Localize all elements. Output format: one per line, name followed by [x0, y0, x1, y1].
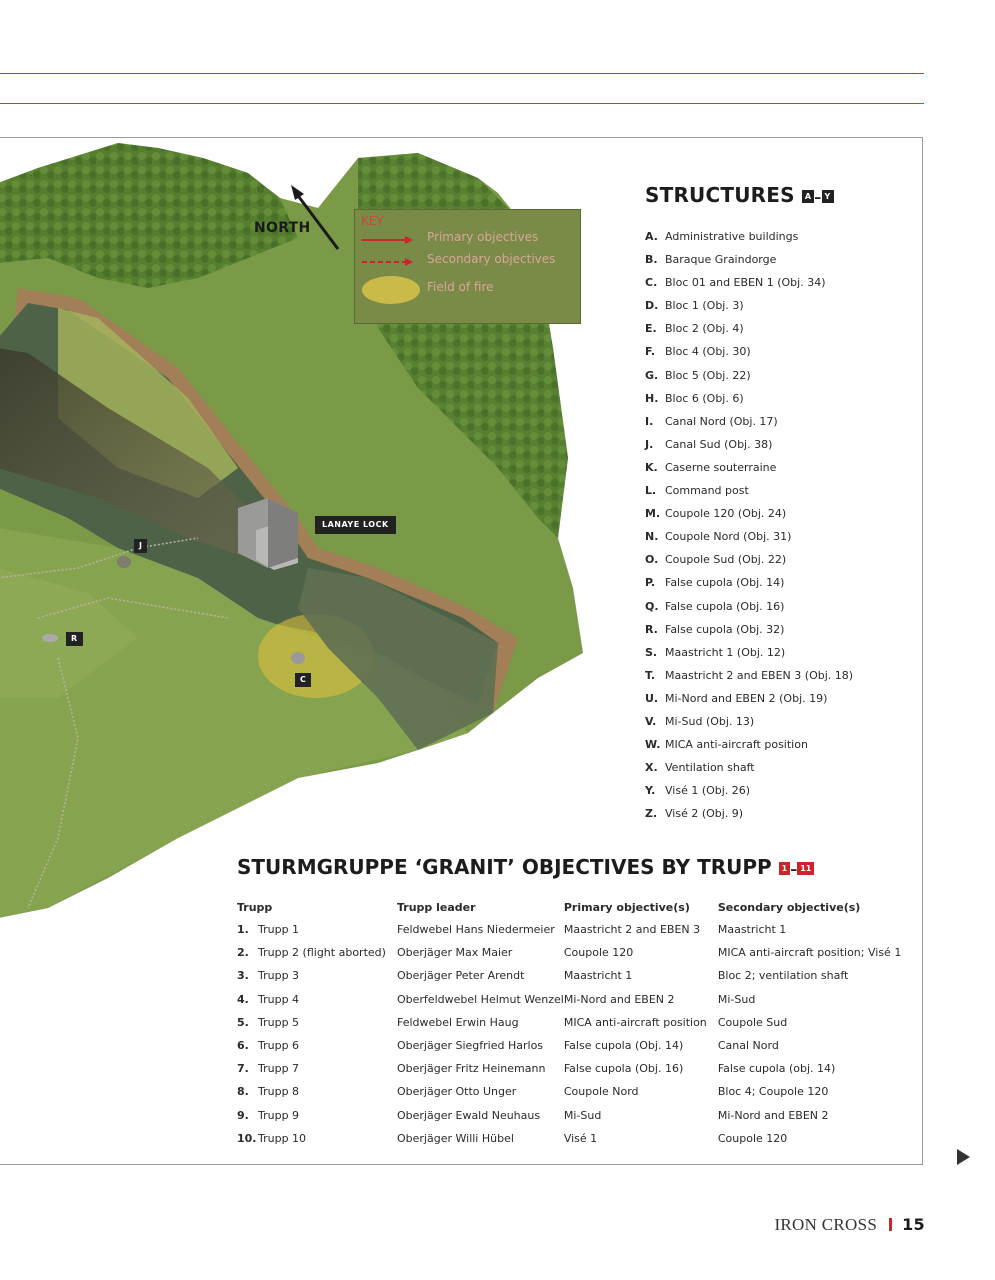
trupp-cell — [237, 1085, 397, 1108]
trupp-name: Trupp 4 — [258, 992, 300, 1006]
trupp-cell — [237, 1109, 397, 1132]
next-page-arrow-icon[interactable] — [957, 1149, 970, 1165]
leader-cell: Oberjäger Ewald Neuhaus — [397, 1108, 541, 1122]
table-row — [237, 993, 901, 1016]
structure-name: Administrative buildings — [665, 230, 799, 243]
header-rule-bottom — [0, 103, 924, 104]
list-item — [645, 669, 853, 692]
trupp-range-start-badge: 1 — [779, 862, 791, 875]
table-row — [237, 1132, 901, 1155]
structure-letter: B. — [645, 253, 658, 267]
structure-name: False cupola (Obj. 32) — [665, 622, 785, 636]
trupp-number: 7. — [237, 1062, 249, 1076]
trupp-cell — [237, 1016, 397, 1039]
trupp-range-separator: – — [790, 862, 798, 878]
list-item — [645, 807, 853, 830]
trupp-name: Trupp 5 — [258, 1015, 300, 1029]
trupp-name: Trupp 3 — [258, 969, 300, 983]
trupp-cell — [237, 993, 397, 1016]
structure-letter: W. — [645, 738, 661, 752]
table-row — [237, 1085, 901, 1108]
field-of-fire-icon — [361, 276, 421, 308]
list-item — [645, 345, 853, 368]
page-footer — [774, 1215, 925, 1235]
structure-letter: C. — [645, 276, 658, 290]
structure-name: Visé 1 (Obj. 26) — [665, 784, 751, 798]
secondary-cell: Bloc 2; ventilation shaft — [717, 969, 849, 983]
header-leader: Trupp leader — [397, 901, 476, 914]
trupp-name: Trupp 7 — [258, 1062, 300, 1076]
trupp-number: 4. — [237, 992, 249, 1006]
table-row — [237, 1109, 901, 1132]
primary-cell: False cupola (Obj. 14) — [563, 1038, 684, 1052]
trupp-name: Trupp 8 — [258, 1085, 300, 1099]
structure-name: Canal Nord (Obj. 17) — [665, 414, 778, 428]
list-item — [645, 276, 853, 299]
structure-letter: G. — [645, 368, 659, 382]
page-number: 15 — [902, 1215, 925, 1234]
trupp-number: 1. — [237, 923, 249, 936]
leader-cell: Oberjäger Fritz Heinemann — [397, 1062, 546, 1076]
list-item — [645, 299, 853, 322]
header-secondary: Secondary objective(s) — [717, 901, 861, 914]
structures-list — [645, 230, 853, 830]
structure-name: Maastricht 1 (Obj. 12) — [665, 645, 786, 659]
list-item — [645, 322, 853, 345]
range-end-badge: Y — [822, 190, 834, 203]
structure-name: Caserne souterraine — [665, 460, 777, 474]
primary-cell: Mi-Sud — [563, 1108, 602, 1122]
map-marker-r: R — [66, 632, 83, 646]
structure-name: False cupola (Obj. 14) — [665, 576, 785, 590]
key-title: KEY — [361, 214, 384, 228]
structure-letter: Z. — [645, 807, 658, 821]
map-marker-c: C — [295, 673, 311, 687]
trupp-number: 3. — [237, 969, 249, 983]
structure-letter: U. — [645, 691, 659, 705]
structure-letter: R. — [645, 622, 658, 636]
trupp-number: 2. — [237, 946, 249, 960]
structure-letter: A. — [645, 230, 658, 243]
trupp-range-end-badge: 11 — [797, 862, 814, 875]
structure-name: Ventilation shaft — [665, 761, 755, 775]
list-item — [645, 576, 853, 599]
leader-cell: Feldwebel Erwin Haug — [397, 1015, 519, 1029]
primary-cell: Mi-Nord and EBEN 2 — [563, 992, 675, 1006]
structure-letter: Y. — [645, 784, 656, 798]
list-item — [645, 692, 853, 715]
leader-cell: Oberjäger Siegfried Harlos — [397, 1038, 544, 1052]
primary-cell: Maastricht 2 and EBEN 3 — [563, 923, 701, 936]
secondary-cell: Mi-Sud — [717, 992, 756, 1006]
list-item — [645, 392, 853, 415]
range-start-badge: A — [802, 190, 814, 203]
list-item — [645, 438, 853, 461]
structure-name: False cupola (Obj. 16) — [665, 599, 785, 613]
leader-cell: Oberjäger Peter Arendt — [397, 969, 525, 983]
structures-heading — [645, 183, 834, 207]
structure-name: Coupole 120 (Obj. 24) — [665, 507, 787, 521]
north-label: NORTH — [254, 220, 311, 236]
structure-letter: L. — [645, 484, 657, 498]
structure-letter: O. — [645, 553, 659, 567]
structure-name: Maastricht 2 and EBEN 3 (Obj. 18) — [665, 668, 854, 682]
secondary-cell: MICA anti-aircraft position; Visé 1 — [717, 946, 902, 960]
header-trupp: Trupp — [237, 901, 273, 914]
range-separator: – — [814, 190, 822, 206]
leader-cell: Oberjäger Otto Unger — [397, 1085, 517, 1099]
secondary-cell: Mi-Nord and EBEN 2 — [717, 1108, 829, 1122]
structure-name: Bloc 6 (Obj. 6) — [665, 391, 744, 405]
header-primary: Primary objective(s) — [563, 901, 690, 914]
structure-letter: V. — [645, 714, 657, 728]
trupp-cell — [237, 946, 397, 969]
objectives-table — [237, 901, 901, 1155]
structure-letter: F. — [645, 345, 656, 359]
structure-name: Bloc 4 (Obj. 30) — [665, 345, 751, 359]
list-item — [645, 530, 853, 553]
secondary-cell: Coupole 120 — [717, 1131, 788, 1145]
structure-name: Bloc 5 (Obj. 22) — [665, 368, 751, 382]
objectives-heading — [237, 855, 814, 879]
map-key: KEY Primary objectives Secondary objectives Field of fire — [354, 209, 581, 324]
secondary-cell: Coupole Sud — [717, 1015, 788, 1029]
list-item — [645, 761, 853, 784]
primary-cell: Maastricht 1 — [563, 969, 633, 983]
list-item — [645, 553, 853, 576]
trupp-name: Trupp 10 — [258, 1131, 307, 1145]
trupp-cell — [237, 1132, 397, 1155]
list-item — [645, 738, 853, 761]
secondary-cell: Bloc 4; Coupole 120 — [717, 1085, 829, 1099]
objectives-title: STURMGRUPPE ‘GRANIT’ OBJECTIVES BY TRUPP — [237, 855, 772, 879]
table-row — [237, 946, 901, 969]
primary-cell: MICA anti-aircraft position — [563, 1015, 707, 1029]
secondary-cell: Canal Nord — [717, 1038, 779, 1052]
trupp-cell — [237, 923, 397, 946]
list-item — [645, 253, 853, 276]
structure-letter: T. — [645, 668, 656, 682]
list-item — [645, 600, 853, 623]
structure-name: Bloc 2 (Obj. 4) — [665, 322, 744, 336]
trupp-name: Trupp 1 — [258, 923, 300, 936]
map-marker-j: J — [134, 539, 147, 553]
trupp-name: Trupp 6 — [258, 1038, 300, 1052]
trupp-cell — [237, 969, 397, 992]
table-row — [237, 969, 901, 992]
trupp-number: 9. — [237, 1108, 249, 1122]
table-row — [237, 923, 901, 946]
structure-name: Visé 2 (Obj. 9) — [665, 807, 744, 821]
primary-cell: Visé 1 — [563, 1131, 598, 1145]
dashed-arrow-icon — [360, 257, 415, 267]
primary-cell: Coupole Nord — [563, 1085, 639, 1099]
leader-cell: Oberjäger Max Maier — [397, 946, 513, 960]
list-item — [645, 415, 853, 438]
structure-letter: Q. — [645, 599, 659, 613]
trupp-cell — [237, 1062, 397, 1085]
list-item — [645, 646, 853, 669]
solid-arrow-icon — [360, 235, 415, 245]
header-rule-top — [0, 73, 924, 74]
structures-title: STRUCTURES — [645, 183, 795, 207]
footer-divider — [889, 1218, 892, 1231]
structure-name: Baraque Graindorge — [665, 253, 777, 267]
list-item — [645, 623, 853, 646]
trupp-number: 10. — [237, 1131, 257, 1145]
primary-cell: False cupola (Obj. 16) — [563, 1062, 684, 1076]
structure-name: Coupole Nord (Obj. 31) — [665, 530, 792, 544]
trupp-name: Trupp 2 (flight aborted) — [258, 946, 386, 960]
trupp-number: 6. — [237, 1038, 249, 1052]
list-item — [645, 715, 853, 738]
structure-name: Canal Sud (Obj. 38) — [665, 437, 773, 451]
structure-letter: X. — [645, 761, 658, 775]
structure-name: Mi-Nord and EBEN 2 (Obj. 19) — [665, 691, 828, 705]
structure-letter: E. — [645, 322, 657, 336]
table-header-row — [237, 901, 901, 923]
table-row — [237, 1016, 901, 1039]
structure-name: Bloc 01 and EBEN 1 (Obj. 34) — [665, 276, 826, 290]
table-row — [237, 1039, 901, 1062]
structure-name: Coupole Sud (Obj. 22) — [665, 553, 787, 567]
list-item — [645, 484, 853, 507]
structure-letter: S. — [645, 645, 658, 659]
structure-letter: H. — [645, 391, 659, 405]
structure-letter: K. — [645, 460, 658, 474]
leader-cell: Oberfeldwebel Helmut Wenzel — [397, 992, 564, 1006]
leader-cell: Feldwebel Hans Niedermeier — [397, 923, 555, 936]
leader-cell: Oberjäger Willi Hübel — [397, 1131, 514, 1145]
list-item — [645, 461, 853, 484]
structure-name: Mi-Sud (Obj. 13) — [665, 714, 755, 728]
structure-name: Bloc 1 (Obj. 3) — [665, 299, 744, 313]
trupp-name: Trupp 9 — [258, 1108, 300, 1122]
structure-letter: I. — [645, 414, 654, 428]
list-item — [645, 784, 853, 807]
secondary-cell: False cupola (obj. 14) — [717, 1062, 836, 1076]
list-item — [645, 230, 853, 253]
table-row — [237, 1062, 901, 1085]
secondary-cell: Maastricht 1 — [717, 923, 787, 936]
structure-name: MICA anti-aircraft position — [665, 738, 808, 752]
structure-letter: P. — [645, 576, 656, 590]
structure-letter: D. — [645, 299, 659, 313]
structure-letter: N. — [645, 530, 659, 544]
trupp-number: 8. — [237, 1085, 249, 1099]
primary-cell: Coupole 120 — [563, 946, 634, 960]
structure-name: Command post — [665, 484, 749, 498]
book-title: IRON CROSS — [774, 1215, 878, 1234]
trupp-number: 5. — [237, 1015, 249, 1029]
list-item — [645, 507, 853, 530]
map-label-lanaye-lock: LANAYE LOCK — [315, 516, 396, 534]
list-item — [645, 369, 853, 392]
structure-letter: M. — [645, 507, 661, 521]
trupp-cell — [237, 1039, 397, 1062]
structure-letter: J. — [645, 437, 654, 451]
